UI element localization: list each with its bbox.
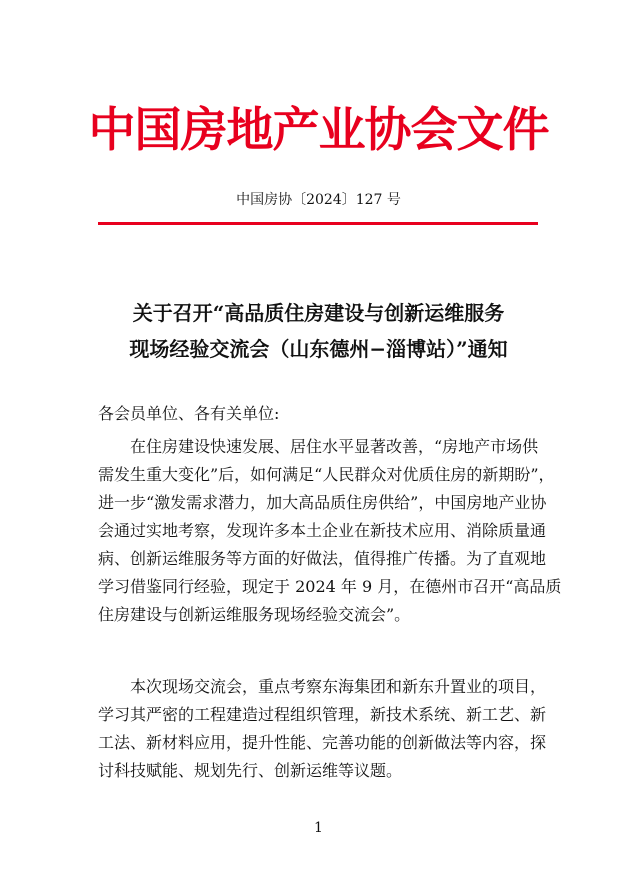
paragraph-line: 病、创新运维服务等方面的好做法，值得推广传播。为了直观地 (98, 549, 547, 568)
paragraph-line: 需发生重大变化”后，如何满足“人民群众对优质住房的新期盼”， (98, 465, 555, 484)
masthead-title: 中国房地产业协会文件 (88, 103, 549, 158)
document-number: 中国房协〔2024〕127 号 (236, 192, 401, 208)
page-number: 1 (314, 820, 323, 836)
paragraph-line: 讨科技赋能、规划先行、创新运维等议题。 (98, 761, 403, 780)
paragraph-line: 学习借鉴同行经验，现定于 2024 年 9 月，在德州市召开“高品质 (98, 577, 562, 596)
salutation: 各会员单位、各有关单位: (98, 404, 280, 423)
paragraph-line: 住房建设与创新运维服务现场经验交流会”。 (98, 605, 411, 624)
paragraph-line: 在住房建设快速发展、居住水平显著改善，“房地产市场供 (130, 437, 539, 456)
red-divider (98, 222, 538, 225)
paragraph-line: 会通过实地考察，发现许多本土企业在新技术应用、消除质量通 (98, 521, 547, 540)
notice-title-line-2: 现场经验交流会（山东德州−淄博站）”通知 (129, 337, 508, 361)
paragraph-line: 学习其严密的工程建造过程组织管理，新技术系统、新工艺、新 (98, 705, 547, 724)
notice-title-line-1: 关于召开“高品质住房建设与创新运维服务 (132, 301, 505, 325)
paragraph-line: 本次现场交流会，重点考察东海集团和新东升置业的项目， (130, 677, 547, 696)
paragraph-line: 工法、新材料应用，提升性能、完善功能的创新做法等内容，探 (98, 733, 547, 752)
paragraph-line: 进一步“激发需求潜力，加大高品质住房供给”，中国房地产业协 (98, 493, 547, 512)
